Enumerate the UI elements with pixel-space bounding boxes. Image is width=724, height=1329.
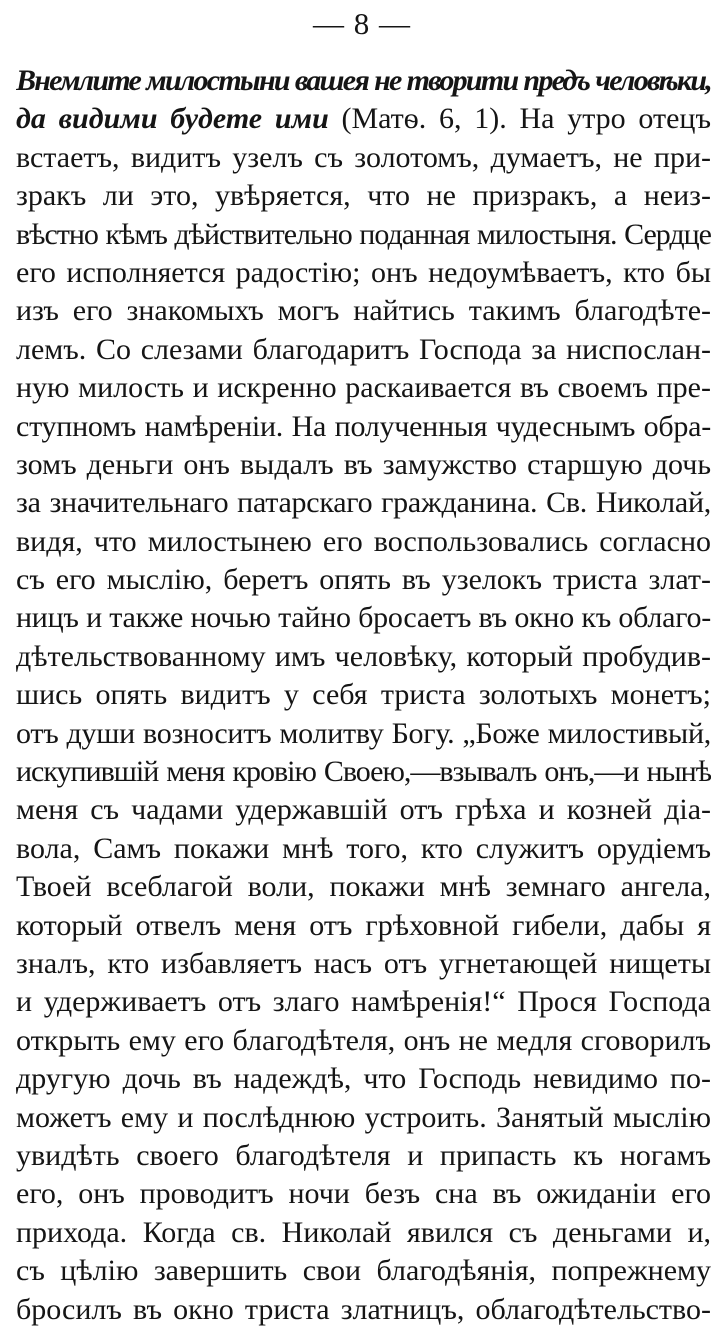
line-text: встаетъ, видитъ узелъ съ золотомъ, думаетъ, не при- xyxy=(16,140,711,174)
line-text: видя, что милостынею его воспользовались согласно xyxy=(16,524,711,558)
text-line xyxy=(16,446,711,484)
text-line xyxy=(16,177,711,215)
text-line xyxy=(16,139,711,177)
line-text: открыть ему его благодѣтеля, онъ не медля сговорилъ xyxy=(16,1023,711,1057)
line-text: и удерживаетъ отъ злаго намѣренія!“ Прося Господа xyxy=(16,985,711,1019)
text-line xyxy=(16,945,711,983)
text-line xyxy=(16,331,711,369)
text-line xyxy=(16,791,711,829)
line-text: бросилъ въ окно триста златницъ, облагодѣтельство- xyxy=(16,1292,711,1326)
line-text: искупившій меня кровію Своею,—взывалъ онъ,—и нынѣ xyxy=(16,755,711,789)
text-line xyxy=(16,369,711,407)
text-line xyxy=(16,1252,711,1290)
line-text: прихода. Когда св. Николай явился съ деньгами и, xyxy=(16,1215,711,1249)
text-line xyxy=(16,100,711,138)
text-line xyxy=(16,715,711,753)
text-line xyxy=(16,561,711,599)
page-number: — 8 — xyxy=(313,6,411,41)
line-text: шись опять видитъ у себя триста золотыхъ монетъ; xyxy=(16,678,711,712)
text-line xyxy=(16,408,711,446)
text-line xyxy=(16,523,711,561)
line-text: можетъ ему и послѣднюю устроить. Занятый мыслію xyxy=(16,1100,711,1134)
text-line xyxy=(16,1291,711,1329)
text-line xyxy=(16,753,711,791)
line-text: ступномъ намѣреніи. На полученныя чудеснымъ обра- xyxy=(16,409,711,443)
text-line xyxy=(16,1175,711,1213)
scripture-quote: Внемлите милостыни вашея не творити предъ человѣки, xyxy=(16,64,711,97)
line-text: его, онъ проводитъ ночи безъ сна въ ожиданіи его xyxy=(16,1177,711,1211)
line-text: за значительнаго патарскаго гражданина. Св. Николай, xyxy=(16,486,711,520)
text-line xyxy=(16,1099,711,1137)
line-text: вѣстно кѣмъ дѣйствительно поданная милостыня. Сердце xyxy=(16,217,711,251)
line-text: его исполняется радостію; онъ недоумѣваетъ, кто бы xyxy=(16,255,711,289)
text-line xyxy=(16,62,711,100)
line-text: ницъ и также ночью тайно бросаетъ въ окно къ облаго- xyxy=(16,601,711,635)
text-line xyxy=(16,254,711,292)
line-text: лемъ. Со слезами благодаритъ Господа за ниспослан- xyxy=(16,332,711,366)
text-line xyxy=(16,830,711,868)
body-text xyxy=(16,62,711,1329)
text-line xyxy=(16,292,711,330)
text-line xyxy=(16,907,711,945)
line-text: (Матѳ. 6, 1). На утро отецъ xyxy=(328,102,711,136)
line-text: съ цѣлію завершить свои благодѣянія, попрежнему xyxy=(16,1254,711,1288)
line-text: ную милость и искренно раскаивается въ своемъ пре- xyxy=(16,371,711,405)
line-text: изъ его знакомыхъ могъ найтись такимъ благодѣте- xyxy=(16,294,711,328)
line-text: другую дочь въ надеждѣ, что Господь невидимо по- xyxy=(16,1062,711,1096)
line-text: зомъ деньги онъ выдалъ въ замужство старшую дочь xyxy=(16,447,711,481)
text-line xyxy=(16,638,711,676)
text-line xyxy=(16,216,711,254)
text-line xyxy=(16,1060,711,1098)
text-line xyxy=(16,1214,711,1252)
line-text: Твоей всеблагой воли, покажи мнѣ земнаго ангела, xyxy=(16,870,711,904)
line-text: меня съ чадами удержавшій отъ грѣха и козней діа- xyxy=(16,793,711,827)
text-line xyxy=(16,1137,711,1175)
line-text: вола, Самъ покажи мнѣ того, кто служитъ орудіемъ xyxy=(16,831,711,865)
text-line xyxy=(16,599,711,637)
text-line xyxy=(16,868,711,906)
text-line xyxy=(16,676,711,714)
line-text: увидѣть своего благодѣтеля и припасть къ ногамъ xyxy=(16,1138,711,1172)
line-text: зналъ, кто избавляетъ насъ отъ угнетающей нищеты xyxy=(16,946,711,980)
line-text: который отвелъ меня отъ грѣховной гибели, дабы я xyxy=(16,908,711,942)
line-text: зракъ ли это, увѣряется, что не призракъ, а неиз- xyxy=(16,179,711,213)
line-text: съ его мыслію, беретъ опять въ узелокъ триста злат- xyxy=(16,563,711,597)
text-line xyxy=(16,983,711,1021)
text-line xyxy=(16,484,711,522)
line-text: отъ души возноситъ молитву Богу. „Боже милостивый, xyxy=(16,716,711,750)
text-line xyxy=(16,1022,711,1060)
scripture-quote: да видими будете ими xyxy=(16,102,329,136)
line-text: дѣтельствованному имъ человѣку, который пробудив- xyxy=(16,639,711,673)
